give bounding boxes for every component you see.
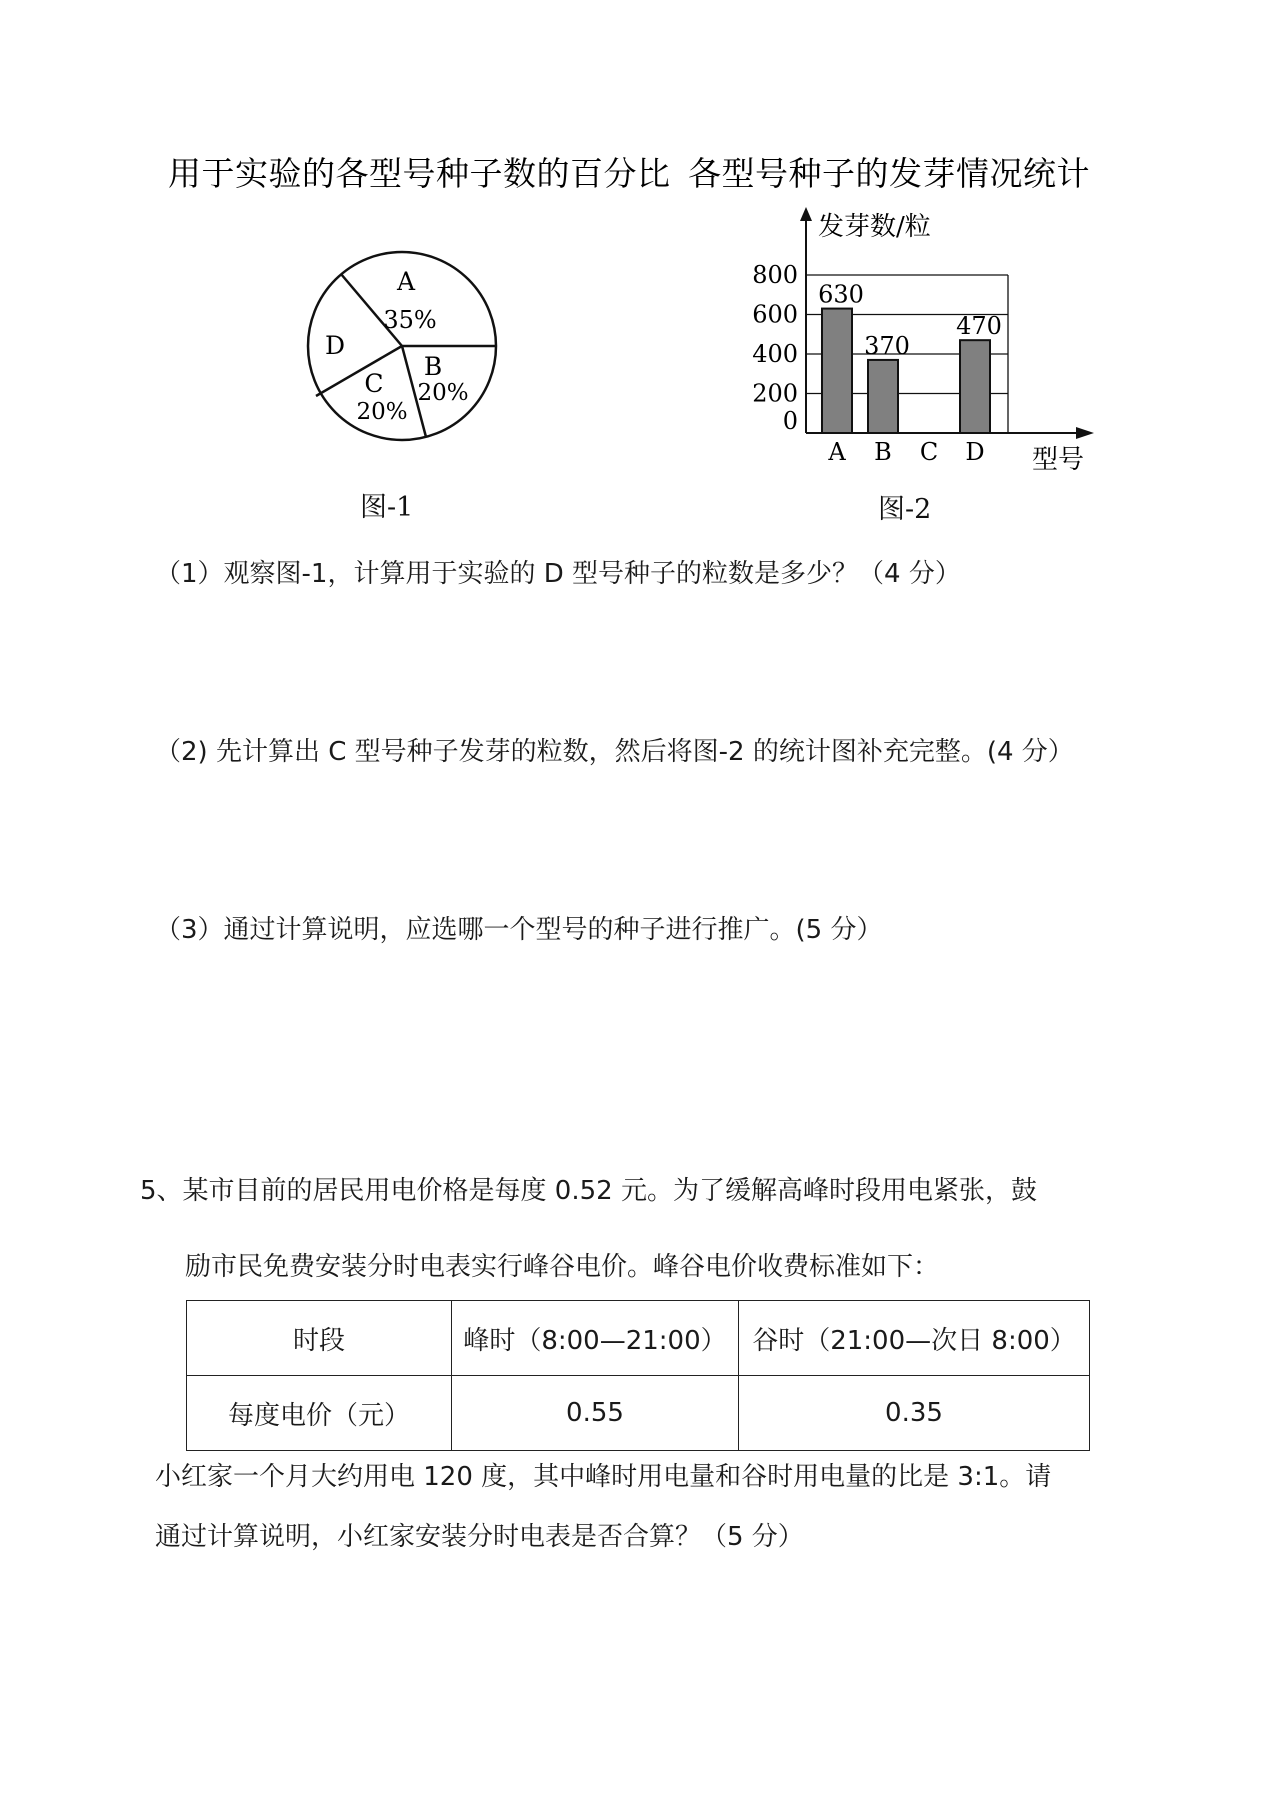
bar-data-label: 470	[956, 312, 1002, 341]
question-1: （1）观察图-1，计算用于实验的 D 型号种子的粒数是多少？（4 分）	[155, 559, 961, 589]
x-axis-label: 型号	[1032, 445, 1085, 475]
table-cell-price-label: 每度电价（元）	[187, 1376, 452, 1451]
table-row	[187, 1376, 1090, 1451]
problem5-line1: 5、某市目前的居民用电价格是每度 0.52 元。为了缓解高峰时段用电紧张，鼓	[140, 1176, 1037, 1206]
y-tick-label: 800	[752, 261, 798, 289]
bar-data-label: 370	[864, 331, 910, 360]
y-tick-label: 200	[752, 379, 798, 408]
y-axis-label: 发芽数/粒	[818, 212, 931, 242]
question-2: （2) 先计算出 C 型号种子发芽的粒数，然后将图-2 的统计图补充完整。(4 分）	[155, 737, 1074, 767]
table-cell-valley-price: 0.35	[739, 1376, 1090, 1451]
problem5-line2: 励市民免费安装分时电表实行峰谷电价。峰谷电价收费标准如下：	[185, 1252, 940, 1282]
bar-b	[868, 360, 898, 433]
y-tick-label: 600	[752, 300, 798, 329]
bar-caption: 图-2	[878, 494, 932, 525]
bar-d	[960, 340, 990, 433]
bar-chart-title: 各型号种子的发芽情况统计	[688, 154, 1090, 193]
bar-a	[822, 309, 852, 433]
rate-table	[186, 1300, 1090, 1451]
table-row	[187, 1301, 1090, 1376]
x-tick-label: D	[965, 438, 985, 466]
pie-value-a: 35%	[383, 306, 437, 334]
question-3: （3）通过计算说明，应选哪一个型号的种子进行推广。(5 分）	[155, 915, 883, 945]
y-tick-label: 0	[782, 407, 798, 435]
bar-data-label: 630	[818, 280, 864, 309]
x-tick-label: B	[874, 438, 892, 466]
table-header-period: 时段	[187, 1301, 452, 1376]
pie-value-c: 20%	[356, 399, 408, 425]
pie-label-b: B	[423, 352, 443, 381]
pie-chart-title: 用于实验的各型号种子数的百分比	[168, 154, 671, 193]
pie-chart	[290, 250, 510, 450]
pie-label-d: D	[324, 331, 346, 360]
table-header-peak: 峰时（8:00—21:00）	[452, 1301, 739, 1376]
y-tick-label: 400	[752, 340, 798, 368]
x-tick-label: C	[919, 438, 939, 466]
table-header-valley: 谷时（21:00—次日 8:00）	[739, 1301, 1090, 1376]
bar-chart	[740, 205, 1100, 485]
x-tick-label: A	[828, 438, 846, 466]
pie-label-a: A	[396, 267, 416, 296]
table-cell-peak-price: 0.55	[452, 1376, 739, 1451]
pie-value-b: 20%	[417, 380, 469, 406]
pie-caption: 图-1	[360, 492, 414, 523]
problem5-line4: 通过计算说明，小红家安装分时电表是否合算？（5 分）	[155, 1522, 804, 1552]
pie-label-c: C	[364, 369, 384, 398]
problem5-line3: 小红家一个月大约用电 120 度，其中峰时用电量和谷时用电量的比是 3:1。请	[155, 1462, 1052, 1492]
x-axis-arrow	[1076, 427, 1094, 439]
y-axis-arrow	[800, 207, 812, 221]
